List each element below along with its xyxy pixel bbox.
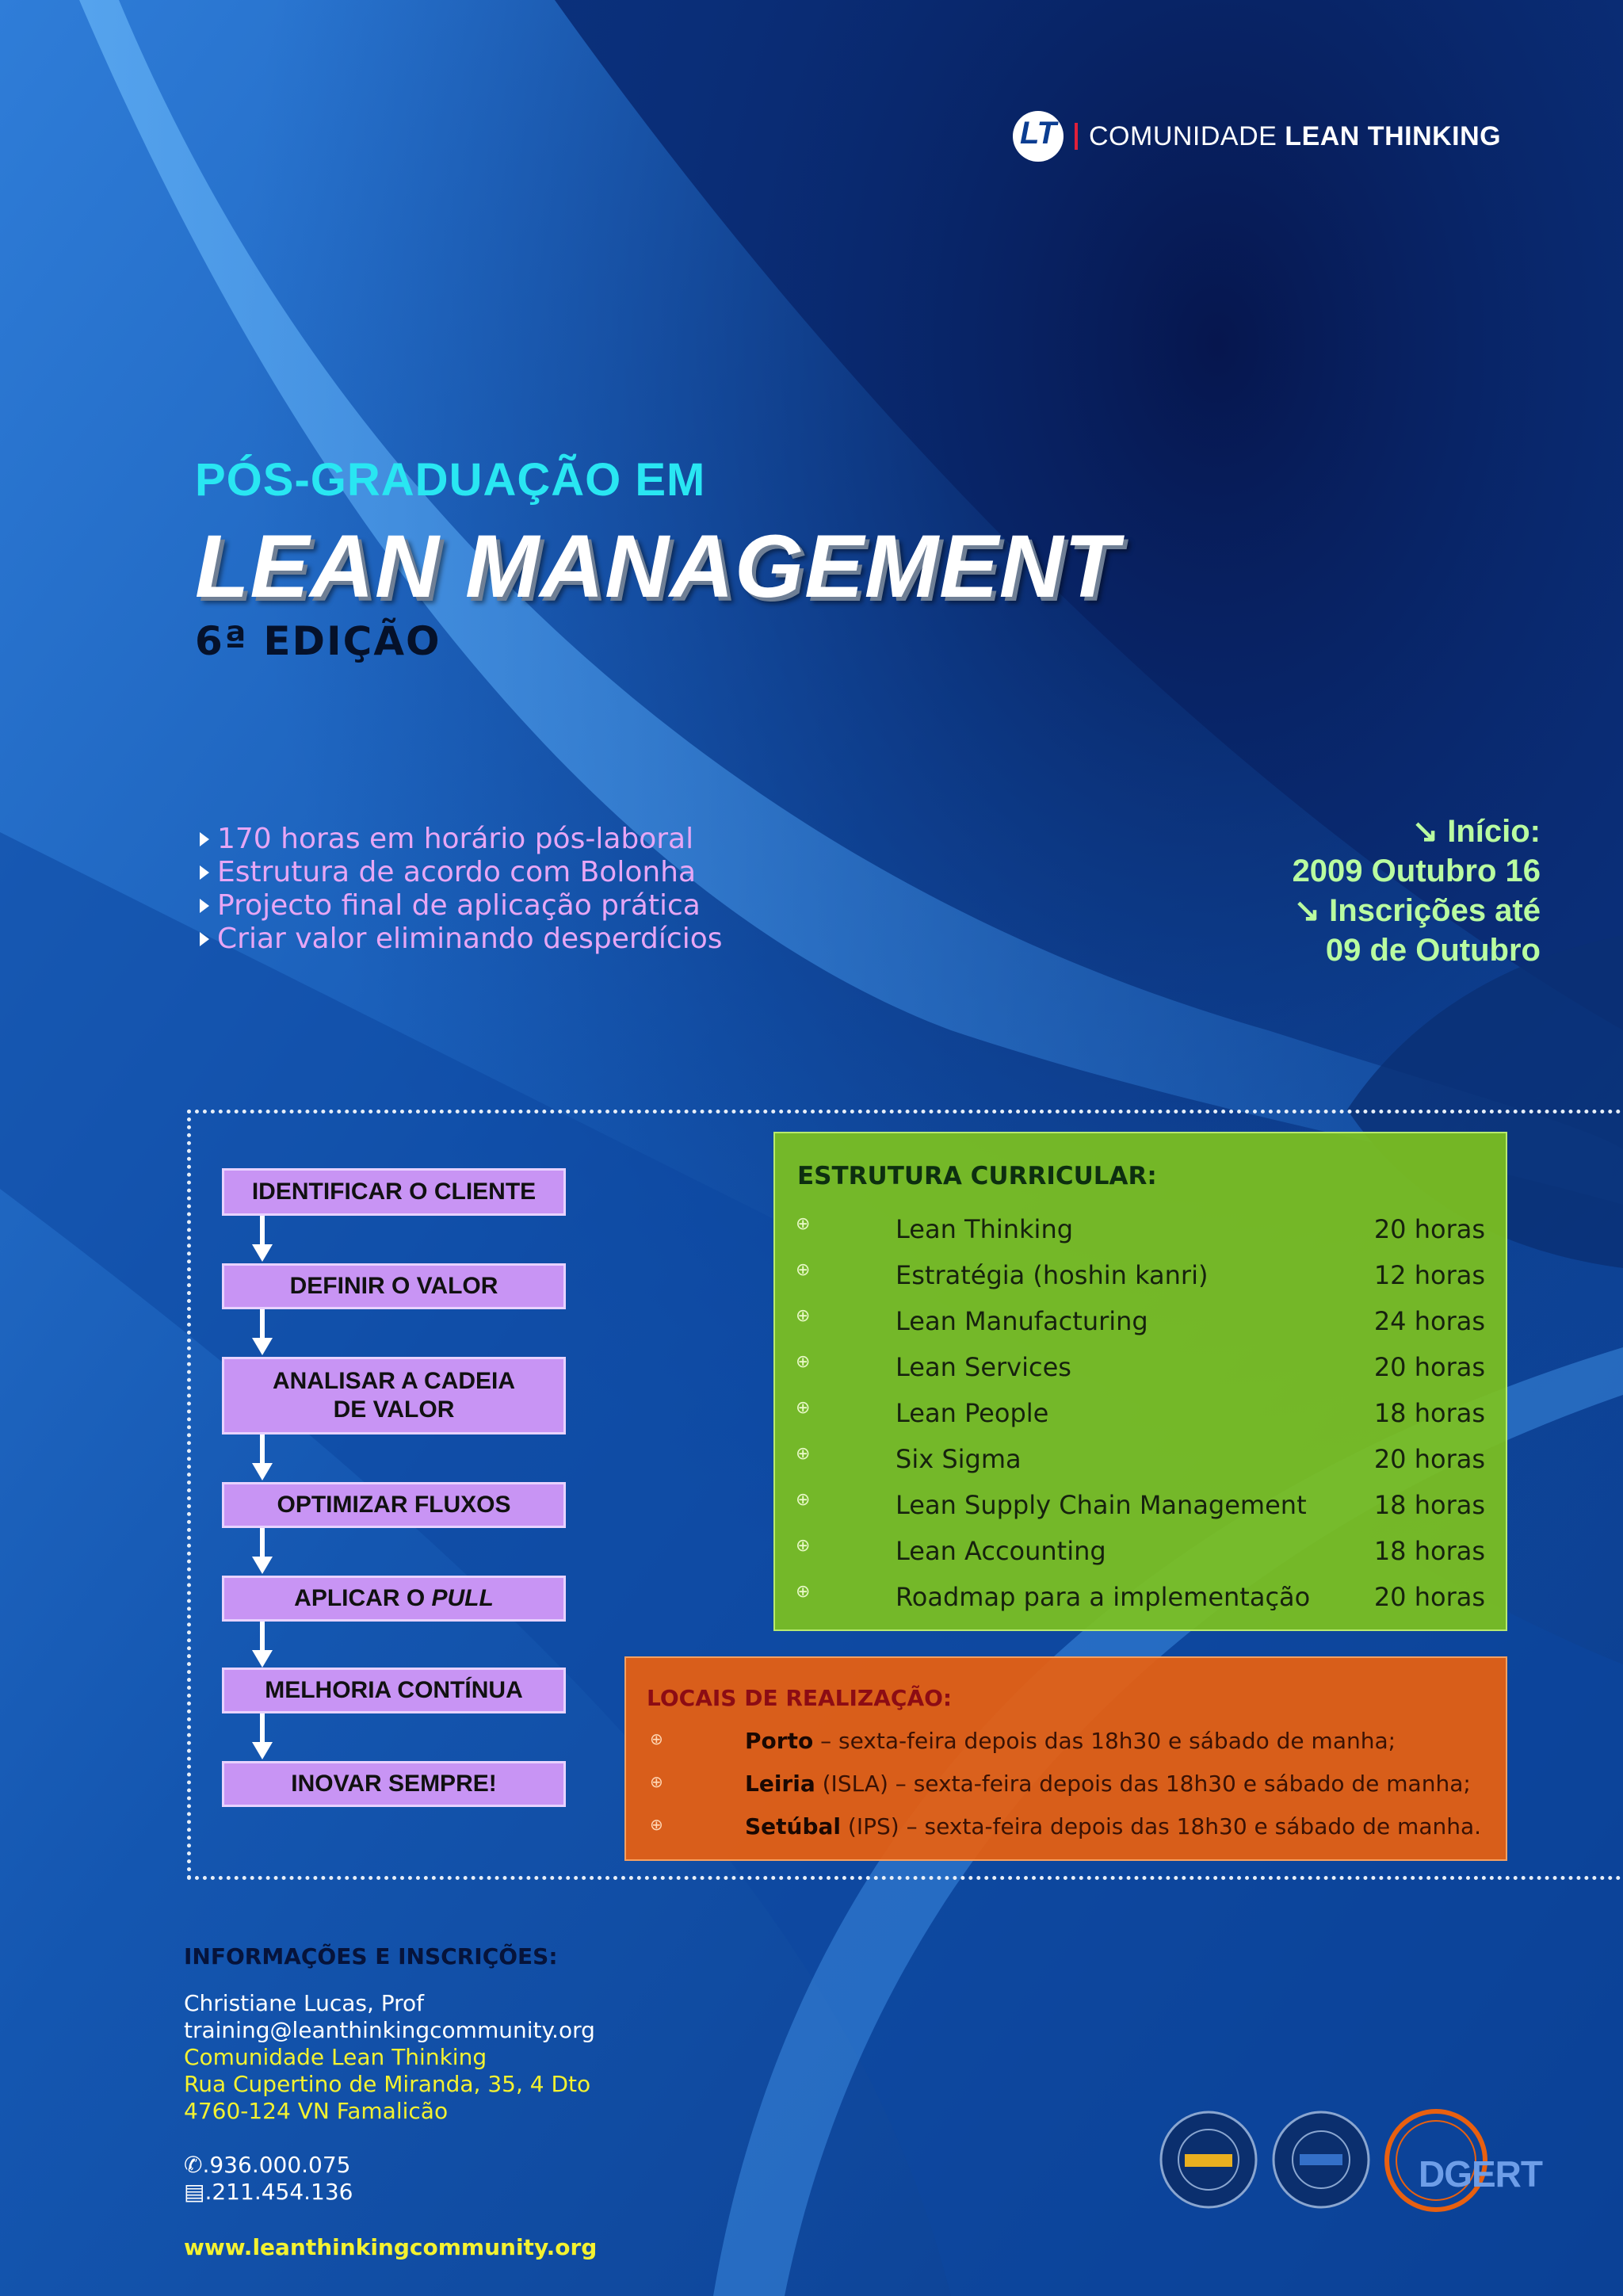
triangle-bullet-icon — [200, 865, 209, 880]
crosshair-bullet-icon: ⊕ — [796, 1214, 811, 1234]
crosshair-bullet-icon: ⊕ — [650, 1729, 663, 1748]
crosshair-bullet-icon: ⊕ — [650, 1772, 663, 1791]
course-edition: 6ª EDIÇÃO — [195, 618, 441, 664]
dgert-label: DGERT — [1419, 2153, 1542, 2195]
logo-separator — [1075, 123, 1078, 150]
flow-step: INOVAR SEMPRE! — [222, 1761, 566, 1807]
crosshair-bullet-icon: ⊕ — [650, 1815, 663, 1834]
flow-step: ANALISAR A CADEIA DE VALOR — [222, 1357, 566, 1435]
location-row: ⊕ Leiria (ISLA) – sexta-feira depois das 18h30 e sábado de manha; — [650, 1771, 1471, 1797]
triangle-bullet-icon — [200, 899, 209, 913]
phone-icon: ✆ — [184, 2152, 203, 2178]
crosshair-bullet-icon: ⊕ — [796, 1582, 811, 1602]
crosshair-bullet-icon: ⊕ — [796, 1352, 811, 1372]
contact-street: Rua Cupertino de Miranda, 35, 4 Dto — [184, 2071, 591, 2097]
start-date: 2009 Outubro 16 — [1292, 854, 1541, 888]
flow-step: APLICAR O PULL — [222, 1576, 566, 1622]
contact-heading: INFORMAÇÕES E INSCRIÇÕES: — [184, 1943, 558, 1969]
enroll-date: 09 de Outubro — [1325, 933, 1541, 968]
feature-item: Projecto final de aplicação prática — [200, 889, 722, 923]
crosshair-bullet-icon: ⊕ — [796, 1260, 811, 1280]
crosshair-bullet-icon: ⊕ — [796, 1398, 811, 1418]
flow-step: OPTIMIZAR FLUXOS — [222, 1482, 566, 1528]
curriculum-row: ⊕ Lean Accounting 18 horas — [796, 1536, 1485, 1566]
flow-step: DEFINIR O VALOR — [222, 1263, 566, 1309]
crosshair-bullet-icon: ⊕ — [796, 1444, 811, 1464]
curriculum-panel — [773, 1132, 1507, 1631]
contact-fax: ▤.211.454.136 — [184, 2179, 353, 2205]
management-system-seal-icon — [1270, 2108, 1373, 2211]
feature-list — [200, 823, 722, 956]
arrow-down-icon — [250, 1622, 274, 1669]
feature-item: Criar valor eliminando desperdícios — [200, 923, 722, 956]
locations-heading: LOCAIS DE REALIZAÇÃO: — [647, 1685, 953, 1711]
curriculum-row: ⊕ Estratégia (hoshin kanri) 12 horas — [796, 1260, 1485, 1290]
locations-panel — [624, 1656, 1507, 1861]
org-prefix: COMUNIDADE — [1089, 120, 1277, 151]
org-logo — [1013, 111, 1501, 162]
certification-seal-icon — [1157, 2108, 1260, 2211]
enroll-label: ↘ Inscrições até — [1293, 893, 1541, 928]
contact-block — [184, 1943, 597, 2261]
start-label: ↘ Início: — [1411, 814, 1541, 849]
triangle-bullet-icon — [200, 932, 209, 946]
arrow-down-icon — [250, 1216, 274, 1263]
arrow-down-right-icon: ↘ — [1293, 893, 1321, 928]
course-title: LEAN MANAGEMENT — [195, 517, 1120, 616]
triangle-bullet-icon — [200, 832, 209, 846]
website-link[interactable]: www.leanthinkingcommunity.org — [184, 2234, 598, 2260]
contact-person: Christiane Lucas, Prof — [184, 1990, 425, 2016]
location-row: ⊕ Setúbal (IPS) – sexta-feira depois das 18h30 e sábado de manha. — [650, 1813, 1482, 1839]
org-name-bold: LEAN THINKING — [1285, 120, 1502, 151]
contact-org: Comunidade Lean Thinking — [184, 2044, 487, 2070]
fax-icon: ▤ — [184, 2179, 205, 2205]
feature-item: Estrutura de acordo com Bolonha — [200, 856, 722, 889]
feature-item: 170 horas em horário pós-laboral — [200, 823, 722, 856]
curriculum-row: ⊕ Lean Services 20 horas — [796, 1352, 1485, 1382]
curriculum-row: ⊕ Lean People 18 horas — [796, 1398, 1485, 1428]
course-subtitle: PÓS-GRADUAÇÃO EM — [195, 454, 706, 506]
lean-thinking-logo-icon: LT — [1013, 111, 1064, 162]
arrow-down-icon — [250, 1528, 274, 1576]
curriculum-row: ⊕ Lean Thinking 20 horas — [796, 1214, 1485, 1244]
dates-block — [1293, 812, 1541, 970]
crosshair-bullet-icon: ⊕ — [796, 1536, 811, 1556]
curriculum-row: ⊕ Roadmap para a implementação 20 horas — [796, 1582, 1485, 1612]
arrow-down-icon — [250, 1713, 274, 1761]
contact-email[interactable]: training@leanthinkingcommunity.org — [184, 2017, 595, 2043]
curriculum-heading: ESTRUTURA CURRICULAR: — [797, 1162, 1157, 1190]
curriculum-row: ⊕ Lean Manufacturing 24 horas — [796, 1306, 1485, 1336]
arrow-down-icon — [250, 1435, 274, 1482]
contact-city: 4760-124 VN Famalicão — [184, 2098, 449, 2124]
crosshair-bullet-icon: ⊕ — [796, 1490, 811, 1510]
org-name — [1089, 121, 1501, 152]
flow-step: IDENTIFICAR O CLIENTE — [222, 1168, 566, 1216]
contact-phone: ✆.936.000.075 — [184, 2152, 351, 2178]
curriculum-row: ⊕ Lean Supply Chain Management 18 horas — [796, 1490, 1485, 1520]
location-row: ⊕ Porto – sexta-feira depois das 18h30 e sábado de manha; — [650, 1728, 1396, 1754]
arrow-down-right-icon: ↘ — [1411, 814, 1439, 849]
curriculum-row: ⊕ Six Sigma 20 horas — [796, 1444, 1485, 1474]
arrow-down-icon — [250, 1309, 274, 1357]
crosshair-bullet-icon: ⊕ — [796, 1306, 811, 1326]
flow-step: MELHORIA CONTÍNUA — [222, 1668, 566, 1713]
